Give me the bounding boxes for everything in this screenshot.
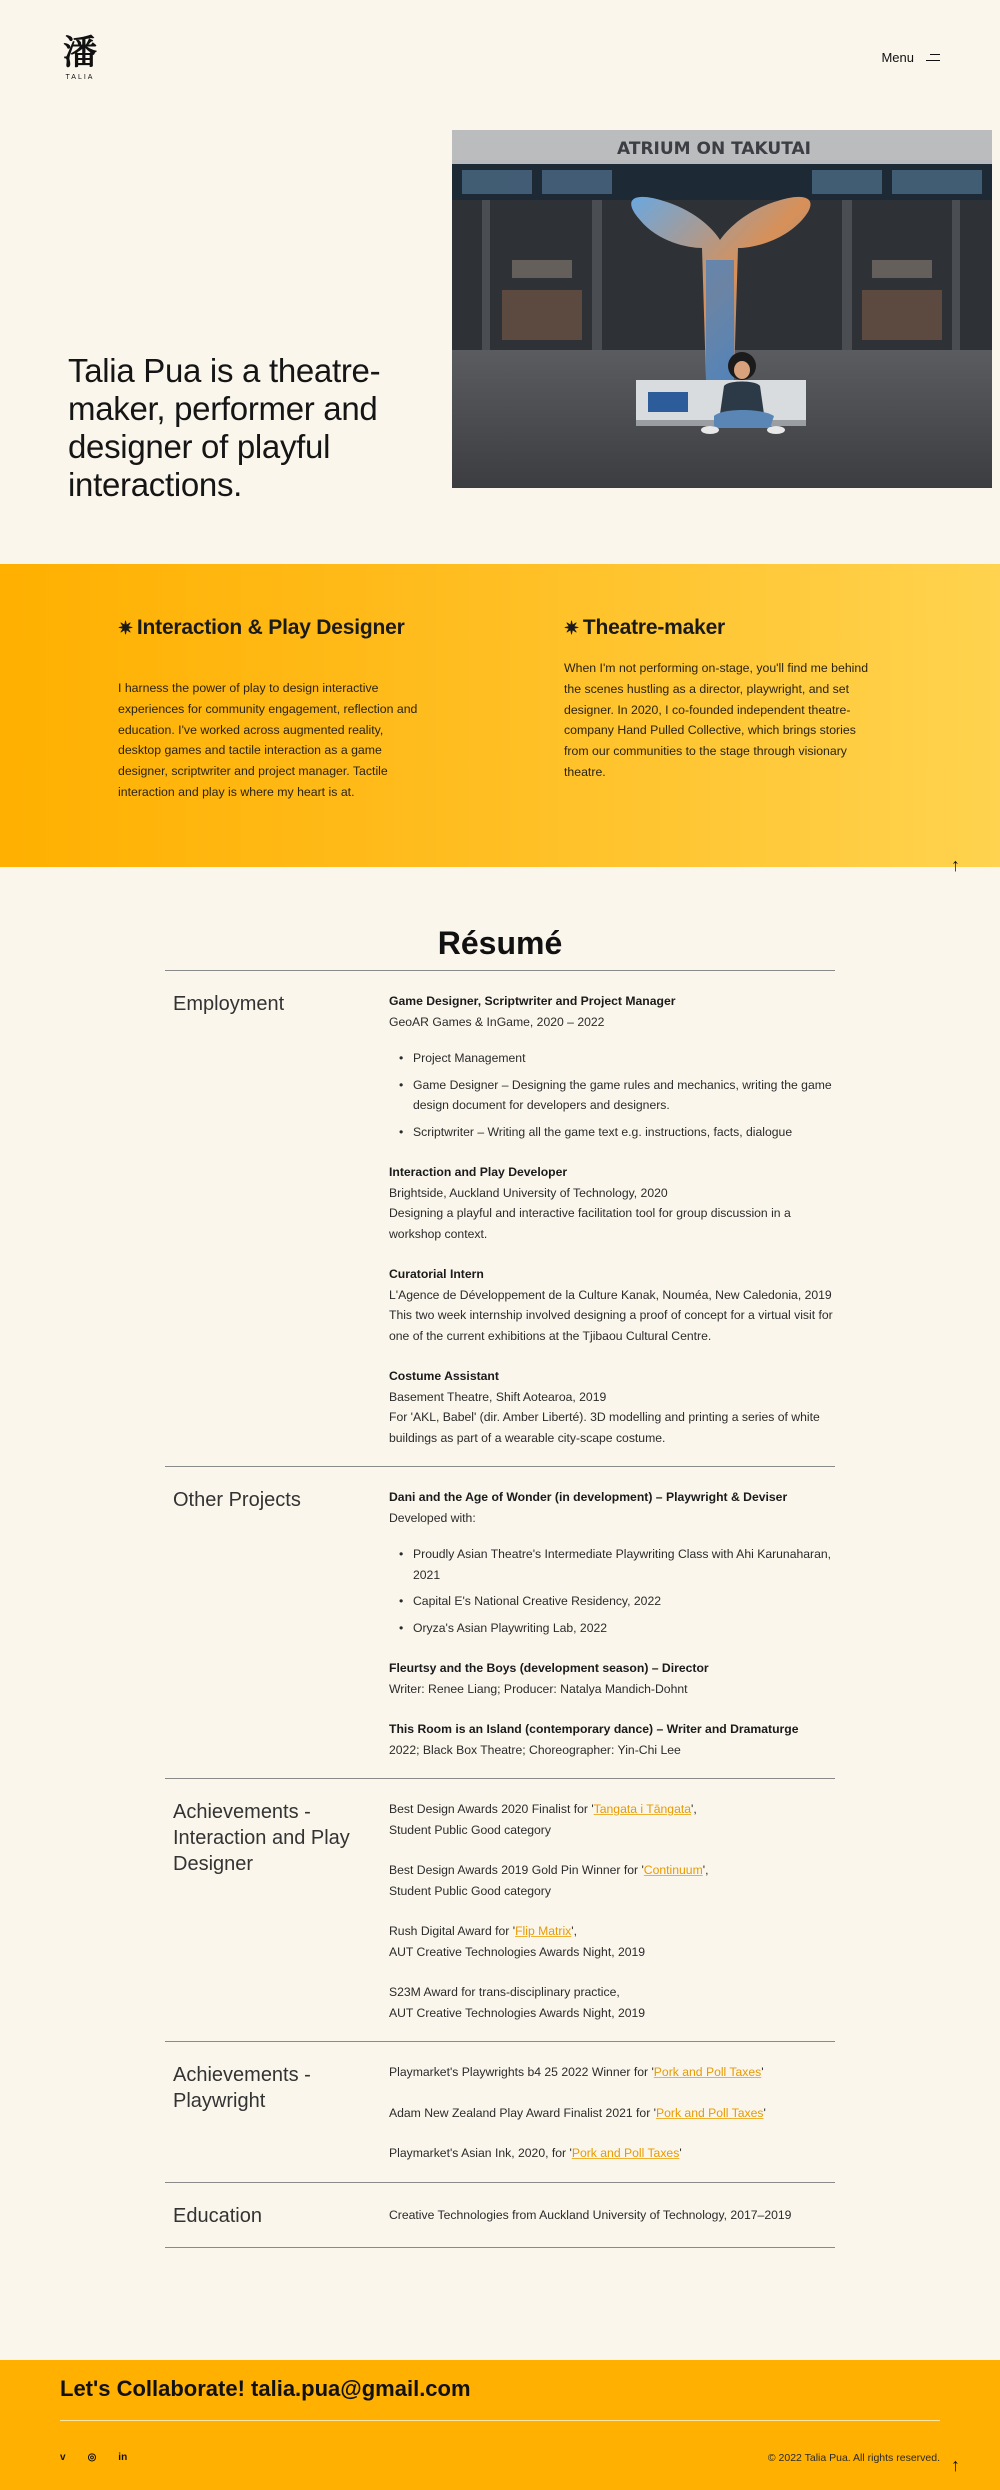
award-text: ' [763,2105,766,2120]
bullet-item: • Game Designer – Designing the game rules and mechanics, writing the game design document for developers and designers. [389,1075,835,1116]
entry-title: Dani and the Age of Wonder (in development) – Playwright & Deviser [389,1490,788,1504]
section-label: Employment [173,993,285,1015]
award-text: Rush Digital Award for ' [389,1924,516,1938]
resume-entry [389,1366,835,1448]
resume-section-other-projects [165,1466,835,1778]
award-entry [389,1799,835,1840]
entry-title: Game Designer, Scriptwriter and Project Manager [389,994,676,1008]
section-body [389,2062,835,2164]
arrow-up-icon[interactable]: ↑ [951,2455,960,2475]
project-link[interactable]: Pork and Poll Taxes [571,2146,680,2160]
entry-title: Interaction and Play Developer [389,1165,568,1179]
bullet-item: • Proudly Asian Theatre's Intermediate Playwriting Class with Ahi Karunaharan, 2021 [389,1544,835,1585]
resume-entry [389,1487,835,1638]
resume-entry [389,991,835,1142]
site-footer [0,2360,1000,2490]
role-description: When I'm not performing on-stage, you'll find me behind the scenes hustling as a director, playwright, and set designer. In 2020, I co-founded independent theatre-company Hand Pulled Collective, which brings stories from our communities to the stage through visionary theatre. [564,661,869,779]
bullet-item: • Oryza's Asian Playwriting Lab, 2022 [389,1618,835,1639]
award-text: S23M Award for trans-disciplinary practice, [389,1985,620,1999]
entry-title: Curatorial Intern [389,1267,484,1281]
entry-description: For 'AKL, Babel' (dir. Amber Liberté). 3D modelling and printing a series of white buildings as part of a wearable city-scape costume. [389,1410,820,1445]
section-body [389,991,835,1448]
role-title [118,616,428,640]
resume-section-employment [165,970,835,1466]
award-entry [389,1860,835,1901]
award-entry [389,2103,835,2124]
entry-bullets [389,1544,835,1638]
logo-wordmark: TALIA [65,74,95,81]
award-text: Playmarket's Playwrights b4 25 2022 Winner for ' [389,2065,654,2079]
award-text: Adam New Zealand Play Award Finalist 2021 for ' [389,2105,656,2120]
award-entry [389,2062,835,2083]
site-header [0,0,1000,110]
project-link[interactable]: Pork and Poll Taxes [655,2105,764,2120]
logo-glyph: 潘 [63,33,97,73]
contact-cta[interactable]: Let's Collaborate! talia.pua@gmail.com [60,2376,471,2401]
award-text: ', [702,1863,709,1877]
award-category: Student Public Good category [389,1883,551,1898]
entry-org: GeoAR Games & InGame, 2020 – 2022 [389,1014,605,1029]
linkedin-icon[interactable]: in [118,2452,128,2463]
resume-entry [389,1658,835,1699]
entry-description: This two week internship involved designing a proof of concept for a virtual visit for one of the current exhibitions at the Tjibaou Cultural Centre. [389,1308,833,1343]
hero-headline: Talia Pua is a theatre-maker, performer and designer of playful interactions. [68,352,381,503]
resume-entry [389,1162,835,1244]
hero-photo [452,130,992,488]
award-category: Student Public Good category [389,1822,551,1837]
role-title [564,616,874,640]
site-logo[interactable] [60,34,100,81]
entry-org: Developed with: [389,1510,476,1525]
section-body [389,1487,835,1760]
resume-entry [389,1264,835,1346]
resume-entry [389,1719,835,1760]
entry-org: 2022; Black Box Theatre; Choreographer: Yin-Chi Lee [389,1742,681,1757]
section-body [389,2203,835,2229]
award-text: Best Design Awards 2019 Gold Pin Winner for ' [389,1863,644,1877]
menu-label: Menu [881,50,914,65]
section-label: Education [173,2204,262,2227]
instagram-icon[interactable]: ◎ [87,2452,97,2463]
star-icon: ✷ [564,617,579,638]
award-text: ', [691,1802,697,1816]
entry-org: Brightside, Auckland University of Technology, 2020 [389,1185,668,1200]
entry-title: Fleurtsy and the Boys (development season) – Director [389,1661,709,1675]
role-card-theatre [564,616,874,783]
award-text: ', [571,1924,577,1938]
arrow-up-icon[interactable]: ↑ [951,855,960,875]
copyright: © 2022 Talia Pua. All rights reserved. [767,2452,940,2464]
role-card-interaction [118,616,428,803]
award-entry [389,2143,835,2164]
entry-org: L'Agence de Développement de la Culture Kanak, Nouméa, New Caledonia, 2019 [389,1287,832,1302]
star-icon: ✷ [118,617,133,638]
section-label: Other Projects [173,1489,301,1511]
award-entry [389,1982,835,2023]
project-link[interactable]: Flip Matrix [515,1924,572,1938]
award-text: Best Design Awards 2020 Finalist for ' [389,1802,594,1816]
entry-org: Basement Theatre, Shift Aotearoa, 2019 [389,1389,607,1404]
entry-title: This Room is an Island (contemporary dance) – Writer and Dramaturge [389,1722,799,1736]
award-text: Playmarket's Asian Ink, 2020, for ' [389,2146,572,2160]
resume-section-achievements-playwright [165,2041,835,2182]
section-label: Achievements - Interaction and Play Designer [173,1801,350,1875]
role-title-text: Interaction & Play Designer [136,616,405,639]
award-text: ' [761,2065,764,2079]
section-label: Achievements - Playwright [173,2064,311,2112]
footer-divider [60,2420,940,2421]
resume-table [165,970,835,2248]
project-link[interactable]: Tangata i Tāngata [593,1802,692,1816]
project-link[interactable]: Pork and Poll Taxes [653,2065,762,2079]
education-text: Creative Technologies from Auckland University of Technology, 2017–2019 [389,2207,792,2222]
award-entry [389,1921,835,1962]
award-category: AUT Creative Technologies Awards Night, 2019 [389,2005,646,2020]
vimeo-icon[interactable]: v [60,2452,66,2463]
section-body [389,1799,835,2023]
entry-bullets [389,1048,835,1142]
entry-description: Designing a playful and interactive facilitation tool for group discussion in a workshop context. [389,1206,791,1241]
entry-org: Writer: Renee Liang; Producer: Natalya Mandich-Dohnt [389,1681,688,1696]
award-category: AUT Creative Technologies Awards Night, 2019 [389,1944,646,1959]
resume-section-education [165,2182,835,2248]
bullet-item: • Project Management [389,1048,835,1069]
resume-title: Résumé [437,925,563,961]
bullet-item: • Capital E's National Creative Residency, 2022 [389,1591,835,1612]
social-links [60,2452,127,2464]
photo-sign: ATRIUM ON TAKUTAI [617,139,811,159]
bullet-item: • Scriptwriter – Writing all the game text e.g. instructions, facts, dialogue [389,1122,835,1143]
award-text: ' [679,2146,682,2160]
roles-band [0,564,1000,875]
project-link[interactable]: Continuum [643,1863,703,1877]
resume-section-achievements-design [165,1778,835,2041]
menu-button[interactable] [881,50,940,65]
role-title-text: Theatre-maker [582,616,726,639]
role-description: I harness the power of play to design interactive experiences for community engagement, reflection and education. I've worked across augmented reality, desktop games and tactile interaction as a game designer, scriptwriter and project manager. Tactile interaction and play is where my heart is at. [118,681,418,799]
hamburger-icon [926,53,940,63]
entry-title: Costume Assistant [389,1369,499,1383]
